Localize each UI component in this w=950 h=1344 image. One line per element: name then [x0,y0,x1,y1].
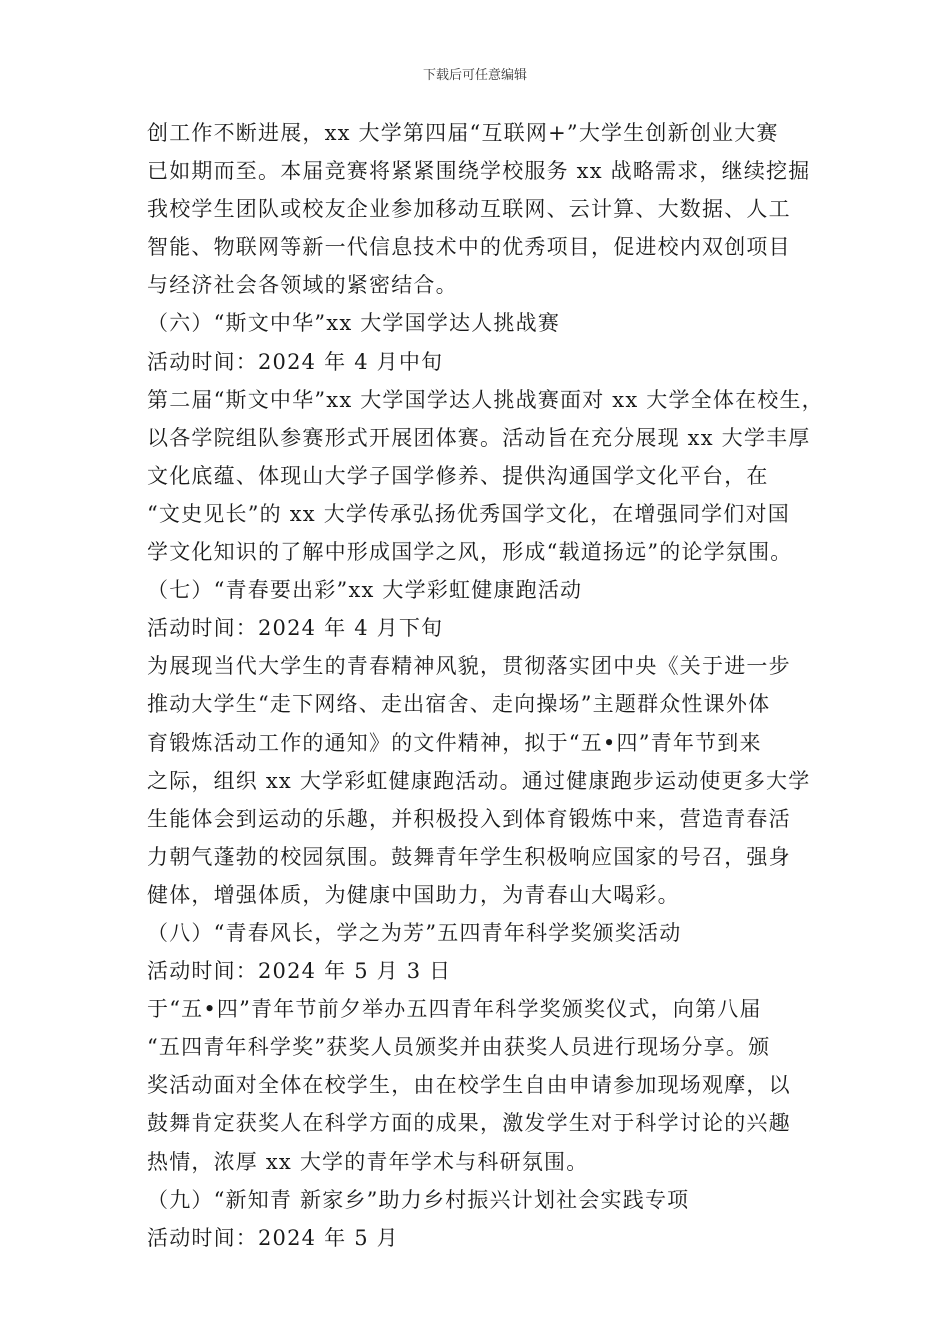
activity-time: 活动时间：2024 年 5 月 [147,1225,399,1250]
paragraph-line: 智能、物联网等新一代信息技术中的优秀项目，促进校内双创项目 [147,235,791,260]
paragraph-line: 健体，增强体质，为健康中国助力，为青春山大喝彩。 [147,882,680,907]
paragraph-line: 已如期而至。本届竞赛将紧紧围绕学校服务 xx 战略需求，继续挖掘 [147,159,811,184]
section-heading: （七）“青春要出彩”xx 大学彩虹健康跑活动 [147,578,583,603]
paragraph-line: 学文化知识的了解中形成国学之风，形成“载道扬远”的论学氛围。 [147,540,793,565]
paragraph-line: 于“五•四”青年节前夕举办五四青年科学奖颁奖仪式，向第八届 [147,997,762,1022]
activity-time: 活动时间：2024 年 4 月中旬 [147,349,444,374]
paragraph-line: 鼓舞肯定获奖人在科学方面的成果，激发学生对于科学讨论的兴趣 [147,1111,791,1136]
paragraph-line: 之际，组织 xx 大学彩虹健康跑活动。通过健康跑步运动使更多大学 [147,768,811,793]
paragraph-line: 生能体会到运动的乐趣，并积极投入到体育锻炼中来，营造青春活 [147,806,791,831]
paragraph-line: “文史见长”的 xx 大学传承弘扬优秀国学文化，在增强同学们对国 [147,501,790,526]
paragraph-line: 创工作不断进展，xx 大学第四届“互联网+”大学生创新创业大赛 [147,121,779,145]
paragraph-line: 文化底蕴、体现山大学子国学修养、提供沟通国学文化平台，在 [147,463,769,488]
paragraph-line: 热情，浓厚 xx 大学的青年学术与科研氛围。 [147,1149,589,1174]
document-body [147,114,827,1257]
section-heading: （六）“斯文中华”xx 大学国学达人挑战赛 [147,311,561,336]
paragraph-line: 育锻炼活动工作的通知》的文件精神，拟于“五•四”青年节到来 [147,730,762,755]
paragraph-line: “五四青年科学奖”获奖人员颁奖并由获奖人员进行现场分享。颁 [147,1035,771,1060]
section-heading: （八）“青春风长，学之为芳”五四青年科学奖颁奖活动 [147,920,682,945]
paragraph-line: 第二届“斯文中华”xx 大学国学达人挑战赛面对 xx 大学全体在校生， [147,387,824,412]
paragraph-line: 为展现当代大学生的青春精神风貌，贯彻落实团中央《关于进一步 [147,654,791,679]
section-heading: （九）“新知青 新家乡”助力乡村振兴计划社会实践专项 [147,1187,690,1212]
paragraph-line: 推动大学生“走下网络、走出宿舍、走向操场”主题群众性课外体 [147,692,771,717]
activity-time: 活动时间：2024 年 5 月 3 日 [147,959,452,984]
paragraph-line: 与经济社会各领域的紧密结合。 [147,273,458,298]
paragraph-line: 奖活动面对全体在校学生，由在校学生自由申请参加现场观摩，以 [147,1073,791,1098]
activity-time: 活动时间：2024 年 4 月下旬 [147,616,444,641]
paragraph-line: 力朝气蓬勃的校园氛围。鼓舞青年学生积极响应国家的号召，强身 [147,844,791,869]
paragraph-line: 我校学生团队或校友企业参加移动互联网、云计算、大数据、人工 [147,197,791,222]
paragraph-line: 以各学院组队参赛形式开展团体赛。活动旨在充分展现 xx 大学丰厚 [147,425,811,450]
page-header: 下载后可任意编辑 [422,68,527,83]
